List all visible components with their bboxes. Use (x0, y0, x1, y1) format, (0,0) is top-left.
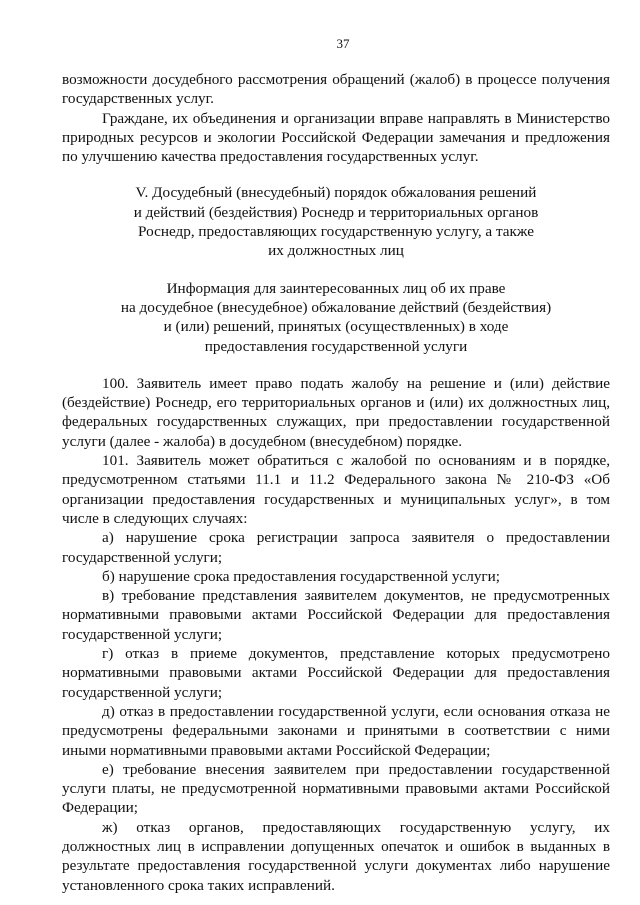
list-item-d: д) отказ в предоставлении государственной услуги, если основания отказа не предусмотрены федеральными законами и принятыми в соответствии с ними иными нормативными правовыми актами Российской Федерации; (62, 702, 610, 759)
list-item-b: б) нарушение срока предоставления государственной услуги; (102, 567, 500, 585)
list-item-e: е) требование внесения заявителем при предоставлении государственной услуги платы, не предусмотренной нормативными правовыми актами Российской Федерации; (62, 760, 610, 817)
sub-heading-line: предоставления государственной услуги (204, 337, 468, 355)
section-heading-line: и действий (бездействия) Роснедр и территориальных органов (133, 203, 539, 221)
paragraph-100: 100. Заявитель имеет право подать жалобу на решение и (или) действие (бездействие) Роснедр, его территориальных органов и (или) их должностных лиц, федеральных государственных служащих, при предоставлении государственной услуги (далее - жалоба) в досудебном (внесудебном) порядке. (62, 374, 610, 450)
list-item-v: в) требование представления заявителем документов, не предусмотренных нормативными правовыми актами Российской Федерации для предоставления государственной услуги; (62, 587, 610, 643)
list-item-a: а) нарушение срока регистрации запроса заявителя о предоставлении государственной услуги; (62, 529, 610, 566)
section-heading (62, 183, 610, 260)
sub-heading-line: на досудебное (внесудебное) обжалование действий (бездействия) (120, 298, 552, 316)
paragraph-citizens-proposals: Граждане, их объединения и организации вправе направлять в Министерство природных ресурсов и экологии Российской Федерации замечания и предложения по улучшению качества предоставления государственных услуг. (62, 109, 610, 166)
section-heading-line: V. Досудебный (внесудебный) порядок обжалования решений (135, 184, 537, 202)
sub-heading-line: Информация для заинтересованных лиц об их праве (166, 279, 506, 297)
section-heading-line: Роснедр, предоставляющих государственную услугу, а также (138, 223, 534, 241)
list-item-g: г) отказ в приеме документов, представление которых предусмотрено нормативными правовыми актами Российской Федерации для предоставления государственной услуги; (62, 645, 610, 701)
page-number: 37 (336, 36, 350, 51)
paragraph-continuation: возможности досудебного рассмотрения обращений (жалоб) в процессе получения государственных услуг. (62, 71, 610, 108)
list-item-zh: ж) отказ органов, предоставляющих государственную услугу, их должностных лиц в исправлении допущенных опечаток и ошибок в выданных в результате предоставления государственной услуги документах либо нарушение установленного срока таких исправлений. (62, 818, 610, 894)
sub-heading-line: и (или) решений, принятых (осуществленных) в ходе (163, 318, 509, 336)
paragraph-101: 101. Заявитель может обратиться с жалобой по основаниям и в порядке, предусмотренном статьями 11.1 и 11.2 Федерального закона № 210-ФЗ «Об организации предоставления государственных и муниципальных услуг», в том числе в следующих случаях: (62, 452, 610, 527)
sub-heading (62, 279, 610, 356)
section-heading-line: их должностных лиц (268, 242, 404, 260)
